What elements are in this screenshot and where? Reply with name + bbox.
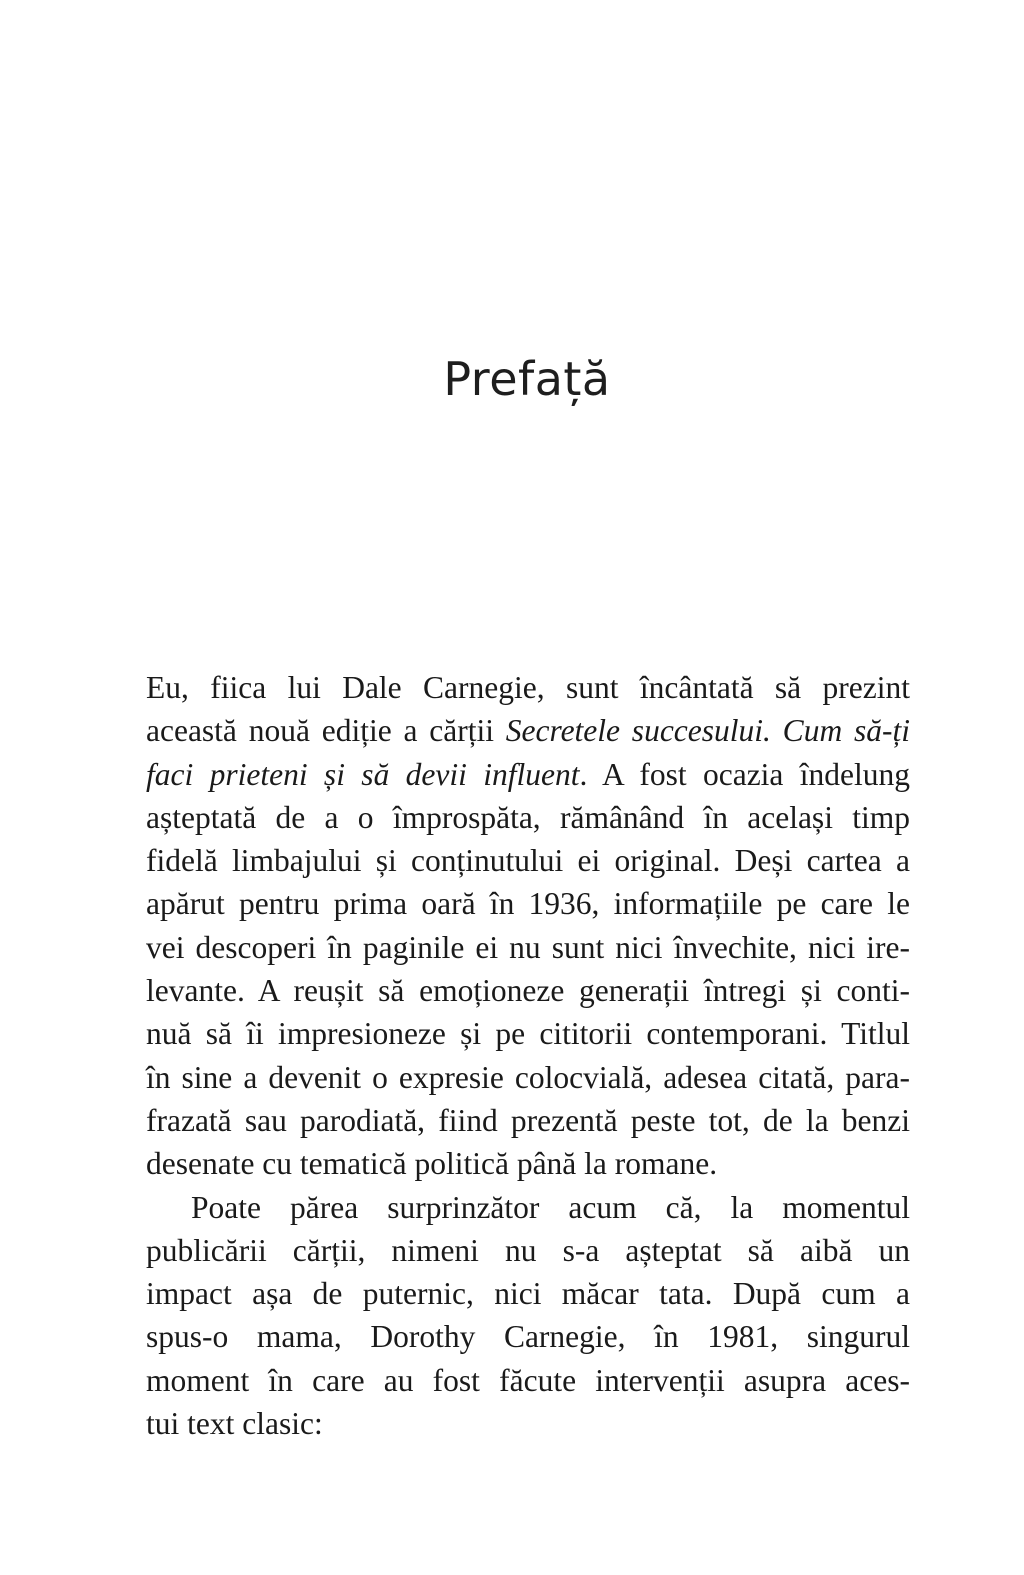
text-segment: nuă să îi impresioneze și pe cititorii contemporani. Titlul xyxy=(146,1016,910,1052)
text-line xyxy=(146,1186,910,1229)
text-segment: frazată sau parodiată, fiind prezentă peste tot, de la benzi xyxy=(146,1102,910,1138)
text-line xyxy=(146,796,910,839)
text-line xyxy=(146,969,910,1012)
text-line xyxy=(146,1099,910,1142)
text-line xyxy=(146,1229,910,1272)
text-line xyxy=(146,709,910,752)
chapter-title: Prefață xyxy=(443,352,611,406)
text-segment: în sine a devenit o expresie colocvială, adesea citată, para- xyxy=(146,1059,910,1095)
text-line xyxy=(146,666,910,709)
text-line xyxy=(146,926,910,969)
text-line xyxy=(146,1056,910,1099)
text-line xyxy=(146,753,910,796)
text-segment: tui text clasic: xyxy=(146,1406,323,1442)
text-line xyxy=(146,882,910,925)
text-segment: această nouă ediție a cărții xyxy=(146,713,506,749)
text-segment: publicării cărții, nimeni nu s-a așteptat să aibă un xyxy=(146,1232,910,1268)
text-segment: apărut pentru prima oară în 1936, informațiile pe care le xyxy=(146,886,910,922)
text-line xyxy=(146,1359,910,1402)
italic-text: Secretele succesului. Cum să-ți xyxy=(505,713,910,749)
text-segment: Eu, fiica lui Dale Carnegie, sunt încântată să prezint xyxy=(146,670,910,705)
body-text xyxy=(146,666,910,1445)
text-line xyxy=(146,1402,910,1445)
text-segment: desenate cu tematică politică până la romane. xyxy=(146,1146,718,1182)
text-segment: moment în care au fost făcute intervenții asupra aces- xyxy=(146,1362,910,1398)
text-segment: așteptată de a o împrospăta, rămânând în același timp xyxy=(146,799,910,835)
text-segment: Poate părea surprinzător acum că, la momentul xyxy=(191,1189,910,1225)
text-segment: . A fost ocazia îndelung xyxy=(579,756,911,792)
text-segment: levante. A reușit să emoționeze generații întregi și conti- xyxy=(146,973,910,1009)
text-segment: fidelă limbajului și conținutului ei original. Deși cartea a xyxy=(146,843,910,879)
text-line xyxy=(146,839,910,882)
text-line xyxy=(146,1315,910,1358)
text-segment: spus-o mama, Dorothy Carnegie, în 1981, singurul xyxy=(146,1319,910,1355)
italic-text: faci prieteni și să devii influent xyxy=(146,756,580,792)
text-line xyxy=(146,1142,910,1185)
text-segment: impact așa de puternic, nici măcar tata. După cum a xyxy=(146,1276,910,1312)
text-line xyxy=(146,1272,910,1315)
text-line xyxy=(146,1012,910,1055)
text-segment: vei descoperi în paginile ei nu sunt nici învechite, nici ire- xyxy=(146,929,910,965)
